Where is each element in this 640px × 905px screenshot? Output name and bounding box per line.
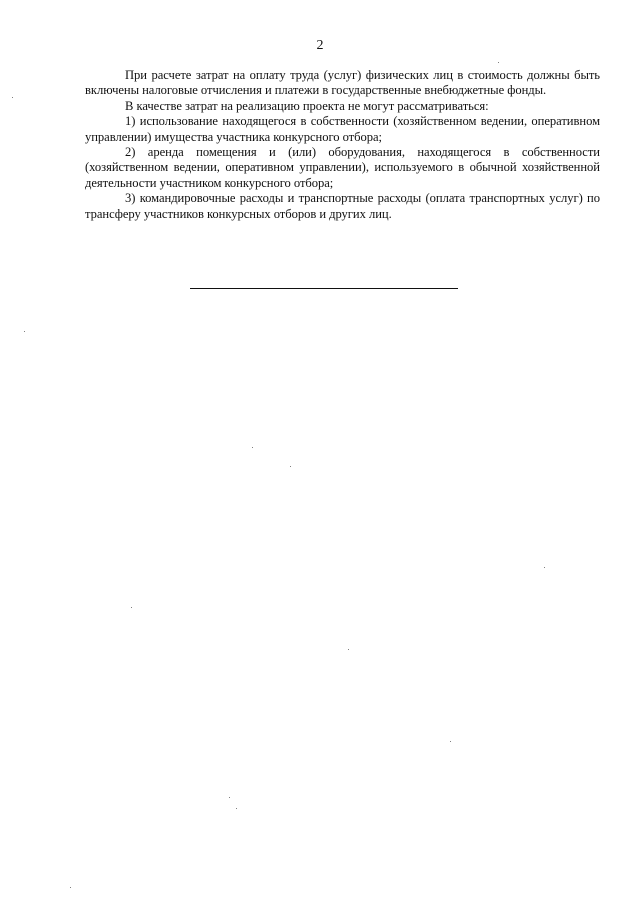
scan-speck bbox=[348, 649, 349, 650]
scan-speck bbox=[544, 567, 545, 568]
scan-speck bbox=[70, 887, 71, 888]
scan-speck bbox=[498, 62, 499, 63]
paragraph-excluded-costs-intro: В качестве затрат на реализацию проекта не могут рассматриваться: bbox=[125, 98, 489, 113]
scan-speck bbox=[252, 447, 253, 448]
page-number: 2 bbox=[316, 38, 324, 53]
scan-speck bbox=[24, 331, 25, 332]
list-item-property-use: 1) использование находящегося в собственности (хозяйственном ведении, оперативном управлении) имущества участника конкурсного отбора; bbox=[85, 114, 600, 144]
scan-speck bbox=[290, 466, 291, 467]
scan-speck bbox=[450, 741, 451, 742]
scan-speck bbox=[131, 607, 132, 608]
scan-speck bbox=[12, 97, 13, 98]
list-item-premises-rent: 2) аренда помещения и (или) оборудования, находящегося в собственности (хозяйственном ведении, оперативном управлении), используемого в обычной хозяйственной деятельности участником конкурсного отбора; bbox=[85, 145, 600, 190]
document-body bbox=[85, 68, 600, 222]
list-item-travel-expenses: 3) командировочные расходы и транспортные расходы (оплата транспортных услуг) по трансферу участников конкурсных отборов и других лиц. bbox=[85, 191, 600, 221]
end-of-text-separator-line bbox=[190, 288, 458, 289]
paragraph-labor-costs: При расчете затрат на оплату труда (услуг) физических лиц в стоимость должны быть включены налоговые отчисления и платежи в государственные внебюджетные фонды. bbox=[85, 68, 600, 98]
scan-speck bbox=[229, 797, 230, 798]
scan-speck bbox=[236, 808, 237, 809]
